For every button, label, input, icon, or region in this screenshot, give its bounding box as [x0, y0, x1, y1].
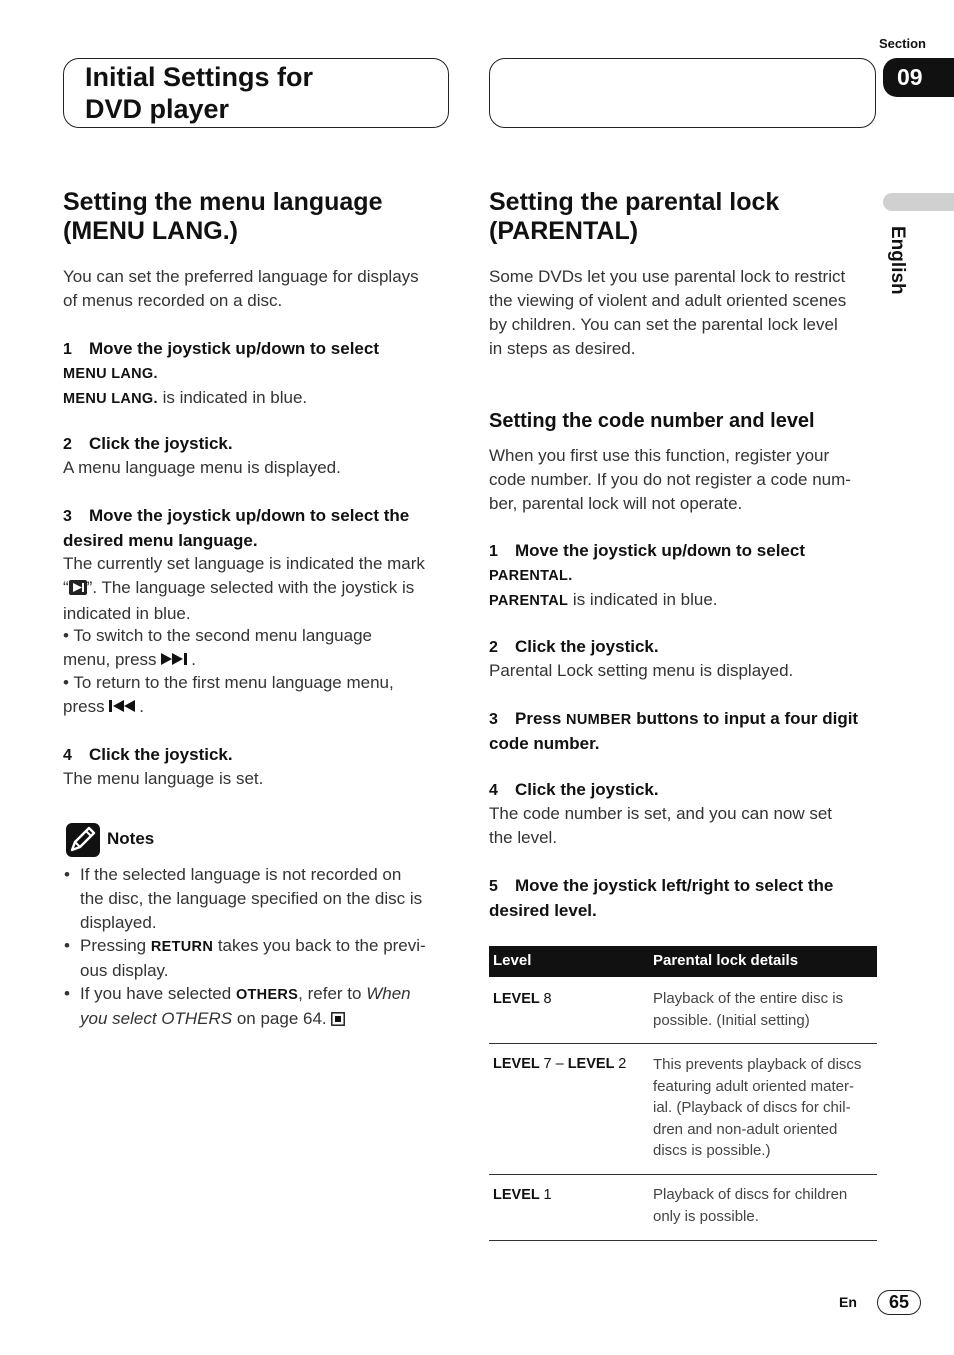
notes-pencil-icon: [66, 823, 100, 857]
table-row: [489, 1044, 877, 1175]
notes-label: Notes: [107, 829, 155, 848]
note-1: • If the selected language is not recorded on the disc, the language specified on the disc is displayed.: [64, 865, 423, 932]
section-label: Section: [879, 36, 926, 51]
menu-step-1: 1 Move the joystick up/down to select: [63, 339, 379, 358]
page-number: 65: [877, 1290, 921, 1315]
end-mark-icon: [331, 1009, 345, 1033]
parental-step-4: 4 Click the joystick.: [489, 780, 659, 799]
detail-cell: This prevents playback of discs featuring adult oriented mater- ial. (Playback of discs for chil- dren and non-adult oriented discs is possible.): [653, 1056, 862, 1159]
detail-cell: Playback of the entire disc is possible. (Initial setting): [653, 990, 844, 1029]
table-header-level: Level: [493, 952, 532, 969]
menu-step-2: 2 Click the joystick.: [63, 434, 233, 453]
parental-step-5: 5 Move the joystick left/right to select the desired level.: [489, 876, 834, 920]
language-label: English: [887, 226, 908, 295]
header-empty-box: [489, 58, 876, 128]
level-cell: LEVEL 7 – LEVEL 2: [493, 1056, 627, 1072]
menu-step-3-bullet-next: • To switch to the second menu language menu, press .: [63, 624, 455, 672]
parental-level-table: [489, 946, 877, 1241]
menu-lang-heading: Setting the menu language (MENU LANG.): [63, 188, 383, 245]
detail-cell: Playback of discs for children only is possible.: [653, 1186, 848, 1225]
menu-lang-intro: You can set the preferred language for displays of menus recorded on a disc.: [63, 267, 419, 310]
code-number-subheading: Setting the code number and level: [489, 410, 815, 432]
previous-track-icon: [109, 695, 139, 719]
menu-step-3: 3 Move the joystick up/down to select the desired menu language.: [63, 506, 410, 550]
chapter-title: Initial Settings for DVD player: [85, 62, 314, 124]
level-cell: LEVEL 8: [493, 991, 552, 1007]
parental-step-4-body: The code number is set, and you can now set the level.: [489, 804, 833, 847]
parental-step-2: 2 Click the joystick.: [489, 637, 659, 656]
menu-step-2-body: A menu language menu is displayed.: [63, 458, 341, 477]
language-tab: [883, 193, 954, 211]
code-number-intro: When you first use this function, register your code number. If you do not register a code num- ber, parental lock will not operate.: [489, 446, 851, 513]
footer-language: En: [839, 1294, 857, 1310]
menu-step-3-bullet-prev: • To return to the first menu language menu, press .: [63, 671, 455, 719]
current-language-mark-icon: [69, 578, 87, 602]
table-header-details: Parental lock details: [653, 952, 799, 969]
parental-step-3: 3 Press NUMBER buttons to input a four digit code number.: [489, 709, 859, 753]
parental-step-2-body: Parental Lock setting menu is displayed.: [489, 661, 794, 680]
menu-step-3-body: The currently set language is indicated the mark “ ”. The language selected with the joystick is indicated in blue.: [63, 554, 425, 623]
menu-step-4: 4 Click the joystick.: [63, 745, 233, 764]
parental-step-1: 1 Move the joystick up/down to select: [489, 541, 805, 560]
menu-step-4-body: The menu language is set.: [63, 769, 264, 788]
level-cell: LEVEL 1: [493, 1187, 552, 1203]
note-2: • Pressing RETURN takes you back to the previ- ous display.: [64, 936, 426, 980]
table-header: [489, 946, 877, 977]
parental-heading: Setting the parental lock (PARENTAL): [489, 188, 780, 245]
table-row: [489, 1175, 877, 1241]
next-track-icon: [161, 648, 191, 672]
note-3: • If you have selected OTHERS, refer to When you select OTHERS on page 64.: [80, 982, 450, 1033]
parental-step-1-body: PARENTAL. PARENTAL is indicated in blue.: [489, 568, 718, 609]
parental-intro: Some DVDs let you use parental lock to restrict the viewing of violent and adult oriented scenes by children. You can set the parental lock level in steps as desired.: [489, 267, 847, 358]
table-row: [489, 977, 877, 1044]
section-number: 09: [883, 58, 954, 97]
menu-step-1-body: MENU LANG. MENU LANG. is indicated in blue.: [63, 366, 308, 407]
chapter-title-box: [63, 58, 449, 128]
